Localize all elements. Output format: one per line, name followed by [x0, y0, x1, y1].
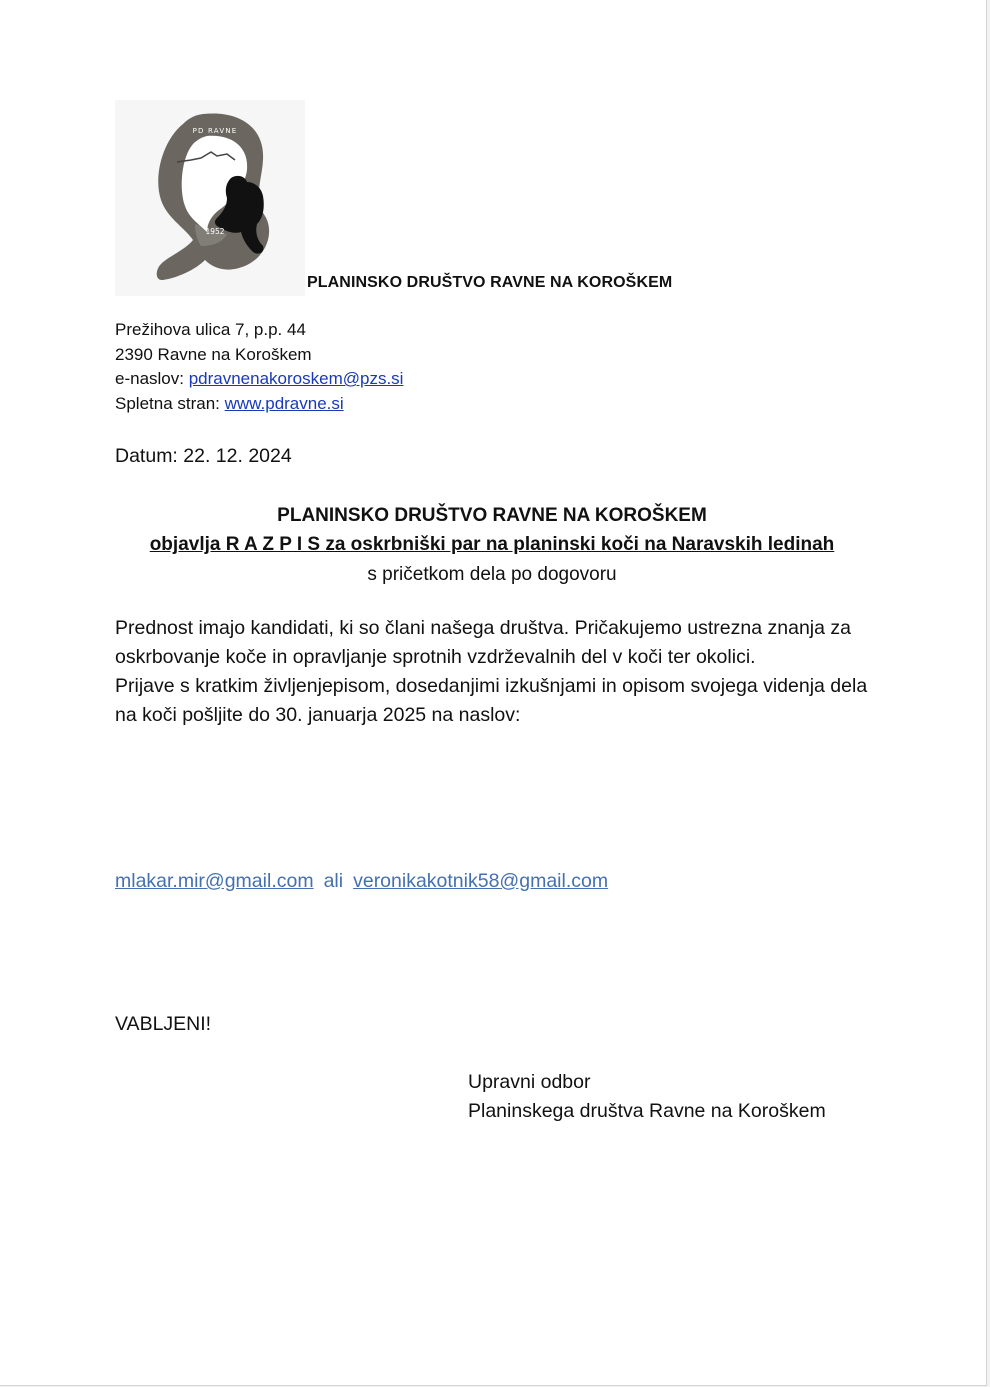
- body-paragraph-2: Prijave s kratkim življenjepisom, dosedanjimi izkušnjami in opisom svojega videnja dela na koči pošljite do 30. januarja 2025 na naslov:: [115, 675, 868, 726]
- signature-line-2: Planinskega društva Ravne na Koroškem: [468, 1100, 826, 1122]
- address-street: Prežihova ulica 7, p.p. 44: [115, 320, 306, 339]
- body-text: [115, 614, 875, 730]
- website-link[interactable]: www.pdravne.si: [224, 393, 344, 413]
- logo-year: 1952: [205, 227, 225, 236]
- contact-email-2-link[interactable]: veronikakotnik58@gmail.com: [353, 870, 609, 892]
- signature-line-1: Upravni odbor: [468, 1071, 591, 1093]
- signature-block: [468, 1068, 826, 1126]
- announcement-title: [115, 502, 869, 590]
- document-date: Datum: 22. 12. 2024: [115, 445, 292, 467]
- contact-emails: [115, 870, 608, 893]
- org-header-title: PLANINSKO DRUŠTVO RAVNE NA KOROŠKEM: [307, 274, 673, 291]
- contact-email-1-link[interactable]: mlakar.mir@gmail.com: [115, 870, 314, 892]
- org-email-link[interactable]: pdravnenakoroskem@pzs.si: [188, 369, 404, 388]
- email-label: e-naslov:: [115, 369, 189, 388]
- logo-top-text: PD RAVNE: [192, 127, 238, 135]
- address-block: [115, 318, 403, 416]
- pd-ravne-logo: [115, 100, 305, 296]
- title-line-2: objavlja R A Z P I S za oskrbniški par na planinski koči na Naravskih ledinah: [149, 534, 835, 555]
- web-line: [115, 392, 403, 417]
- contact-separator: ali: [323, 870, 344, 892]
- web-label: Spletna stran:: [115, 393, 225, 413]
- email-line: [115, 367, 403, 392]
- body-paragraph-1: Prednost imajo kandidati, ki so člani našega društva. Pričakujemo ustrezna znanja za oskrbovanje koče in opravljanje sprotnih vzdrževalnih del v koči ter okolici.: [115, 617, 851, 668]
- title-line-1: PLANINSKO DRUŠTVO RAVNE NA KOROŠKEM: [277, 505, 707, 526]
- address-city: 2390 Ravne na Koroškem: [115, 344, 312, 364]
- logo-graphic: [115, 100, 305, 296]
- closing-invitation: VABLJENI!: [115, 1013, 212, 1035]
- title-line-3: s pričetkom dela po dogovoru: [367, 564, 617, 585]
